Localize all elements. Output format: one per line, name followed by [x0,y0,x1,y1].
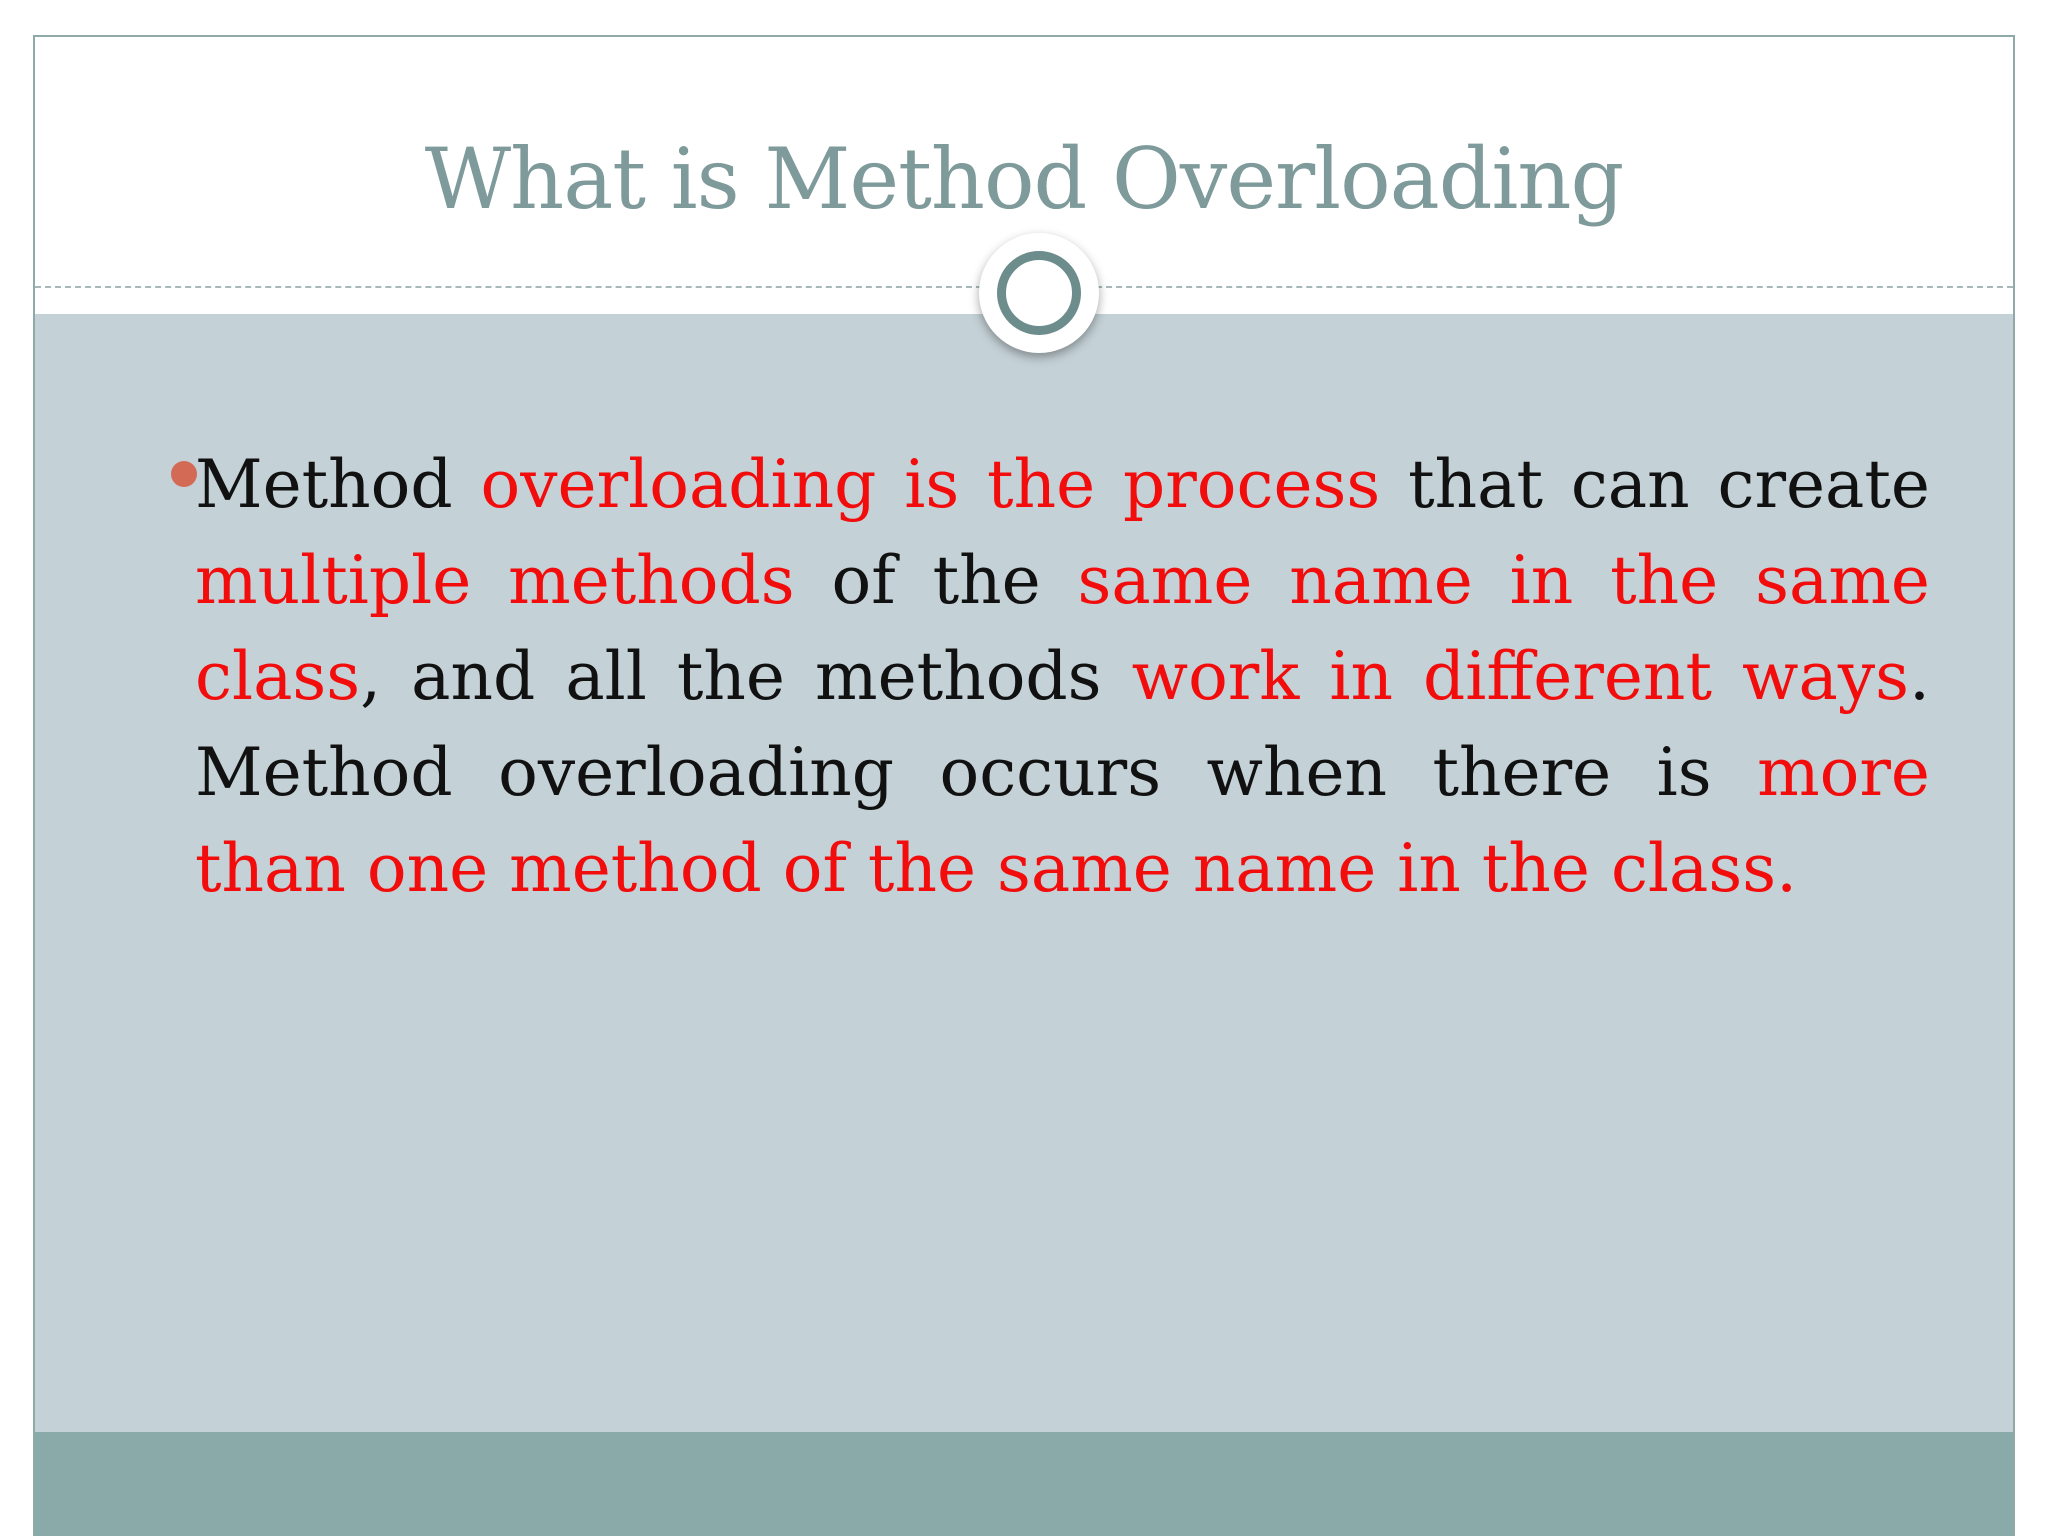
bullet-segment-highlight: same name in the same class [195,542,1930,715]
bullet-segment: , and all the methods [360,638,1132,715]
footer-band [35,1432,2013,1536]
bullet-dot-icon [171,461,197,487]
bullet-segment: Method [195,446,481,523]
slide-frame [33,35,2015,1536]
ring-icon [979,233,1099,353]
bullet-segment: that can create [1380,446,1930,523]
bullet-segment-highlight: overloading is the process [480,446,1381,523]
bullet-segment-highlight: more than one method of the same name in the class. [195,734,1930,907]
bullet-segment-highlight: multiple methods [195,542,795,619]
bullet-segment-highlight: work in different ways [1131,638,1909,715]
bullet-segment: of the [794,542,1078,619]
slide-title: What is Method Overloading [424,130,1624,228]
bullet-text [195,437,1930,917]
bullet-segment: . Method overloading occurs when there is [195,638,1930,811]
